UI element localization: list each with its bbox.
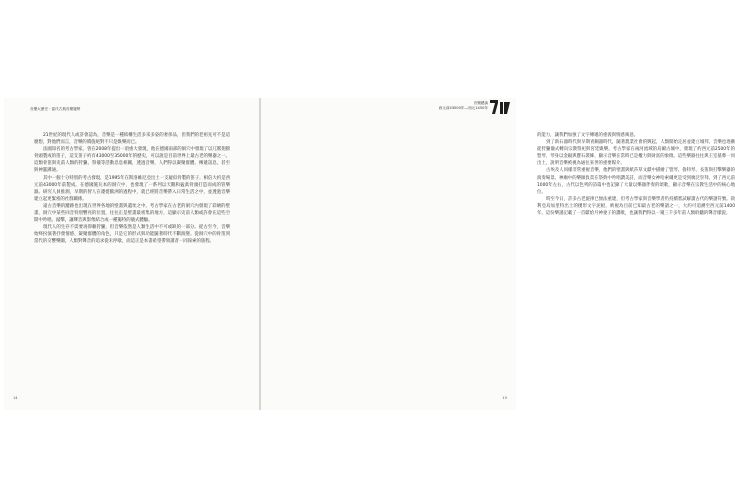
right-header-title: 音樂總論 [473, 101, 488, 105]
right-paragraph: 時至今日，許多古老旋律已無法重建，但考古學家與音樂學者仍持續嘗試解讀古代的樂譜符號。敘利亞烏加里特出土的楔形文字泥板，被視為目前已知最古老的樂譜之一，大約可追溯至西元前1400年。這份樂譜記載了一首獻給月神妻子的讚歌，也讓我們得以一窺三千多年前人類聆聽的聲音樣貌。 [537, 196, 735, 217]
left-body-text [34, 132, 230, 246]
left-paragraph: 21世紀的現代人或許會認為，音樂是一種結構生活多采多姿的奢侈品，但我們的老祖先可不是這麼想，對他們而言，音樂的價值絕對不只是娛樂而已。 [34, 133, 230, 146]
right-lead-text: 的能力，讓我們加強了文字傳遞的重義與情感寓意。 [537, 133, 638, 138]
right-page-number: 15 [502, 396, 507, 400]
right-paragraph: 古埃及人同樣非常重視音樂，他們的壁畫與紙莎草文獻中描繪了豎琴、魯特琴、長笛與打擊樂器的演奏場景。神廟中的樂師負責在祭典中吟唱讚美詩，而音樂女神哈索爾更是受到廣泛崇拜。到了西元前1000年左右，古代以色列的詩篇中也記錄了大量以樂器伴奏的頌歌，顯示音樂在宗教生活中的核心地位。 [537, 168, 735, 195]
left-page-number: 14 [13, 396, 18, 400]
right-body-text [537, 132, 735, 217]
chapter-logo-icon [490, 100, 510, 114]
right-header-period: 西元前43000年—西元1450年 [438, 106, 488, 110]
left-paragraph: 其中一個十分特別的考古發現，是1995年在斯洛維尼亞出土一支疑似骨製的笛子，相信大約是西元前43000年前製成。在德國施瓦本的洞穴中，也發現了一系列以天鵝和猛禽骨頭打造而成的管樂器。研究人員推測，早期的智人在遷徙歐洲的過程中，就已經將音樂帶入日常生活之中，並透過音樂建立起更緊密的社群關係。 [34, 175, 230, 202]
right-running-header [439, 101, 488, 111]
left-paragraph: 現代人的生存不需要再仰賴狩獵，但音樂依然是人類生活中不可或缺的一部分。從古至今，音樂始終扮演著抒發情感、凝聚群體的角色，只是它的形式與功能隨著時代不斷演變。從洞穴中的骨笛到當代的交響樂團，人類對聲音的追求從未停歇，而這正是本書希望帶領讀者一同探索的旅程。 [34, 225, 230, 245]
left-page [4, 98, 259, 410]
left-paragraph: 法國知名的考古學家，曾在2008年提出一項重大發現，他在德國南部的洞穴中發現了以兀鷲翅膀骨頭製成的笛子，這支笛子約有43000至35000年的歷史，可以說是目前世界上最古老的樂器之一。這類骨笛與史前人類的狩獵、祭儀等活動息息相關，透過音樂，人們得以凝聚群體、傳遞訊息，甚至與神靈溝通。 [34, 147, 230, 174]
left-running-header: 音樂大歷史・當代古典音樂趨勢 [30, 107, 81, 111]
book-spread [4, 98, 735, 410]
right-page [261, 98, 735, 410]
right-paragraph: 到了新石器時代與早期青銅器時代，隨著農業社會的興起，人類開始定居並建立城邦，音樂也逐漸從狩獵儀式轉向宗教祭祀與宮廷娛樂。考古學家在兩河流域的烏爾古城中，發現了約西元前2500年的豎琴，琴身以金銀與寶石裝飾，顯示音樂在當時已是權力與財富的象徵。這些樂器往往與王室墓葬一同出土，說明音樂被視為通往來世的重要媒介。 [537, 140, 735, 167]
left-paragraph: 遠古音樂的蹤跡也出現在世界各地的壁畫與遺址之中。考古學家在古老的洞穴內發現了彩繪的壁畫，洞穴中某些回音特別響亮的位置，往往正是壁畫最密集的地方，這顯示史前人類或許會在這些空間中吟唱、敲擊，讓聲音與影像結合成一種獨特的儀式體驗。 [34, 203, 230, 224]
